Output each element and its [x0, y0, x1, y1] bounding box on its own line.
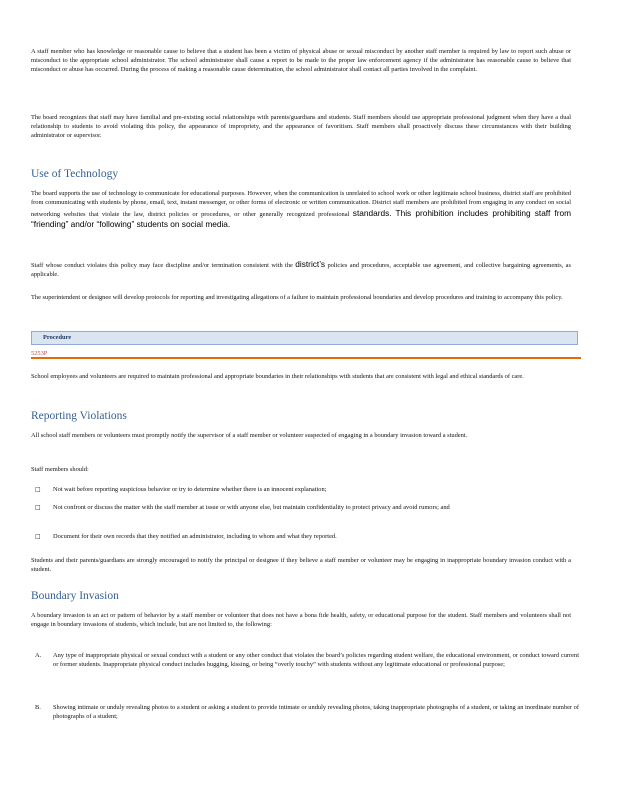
violates-text-part1: Staff whose conduct violates this policy may face discipline and/or termination consistent with the [31, 262, 293, 269]
item-a-text-3: professional purpose; [450, 660, 505, 668]
item-a-text-1: Any type of inappropriate physical or sexual conduct with a student or any other conduct that violates the [53, 652, 324, 659]
heading-use-of-technology: Use of Technology [31, 168, 119, 180]
paragraph-board-recognizes: The board recognizes that staff may have familial and pre-existing social relationships with parents/guardians and students. Staff members should use appropriate professional judgment when they have a dual relationship to students to avoid violating this policy, the appearance of impropriety, and the appearance of favoritism. Staff members shall proactively discuss these circumstances with their building administrator or supervisor. [31, 114, 571, 139]
paragraph-violates-policy [31, 259, 571, 280]
list-item [31, 504, 571, 513]
paragraph-all-staff: All school staff members or volunteers must promptly notify the supervisor of a staff member or volunteer suspected of engaging in a boundary invasion toward a student. [31, 432, 468, 439]
checkbox-bullet-icon: □ [35, 533, 41, 540]
heading-boundary-invasion: Boundary Invasion [31, 590, 119, 602]
list-item-text: Not wait before reporting suspicious behavior or try to determine whether there is an innocent explanation; [53, 486, 327, 493]
paragraph-school-employees: School employees and volunteers are required to maintain professional and appropriate boundaries in their relationships with students that are consistent with legal and ethical standards of care. [31, 373, 524, 380]
list-item-text: Showing intimate or unduly revealing photos to a student or asking a student to provide intimate or unduly revealing photos, taking inappropriate photographs of a student, or taking an inordinate number of photographs of a student; [53, 704, 579, 720]
item-a-board-policies: board’s policies [325, 652, 366, 659]
list-item-text: Not confront or discuss the matter with the staff member at issue or with anyone else, but maintain confidentiality to protect privacy and avoid rumors; and [53, 504, 450, 511]
violates-text-district: district’s [295, 259, 326, 269]
list-item [31, 486, 571, 495]
heading-reporting-violations: Reporting Violations [31, 410, 127, 422]
list-item-b [31, 704, 579, 722]
list-item-a [31, 652, 579, 670]
list-marker: B. [35, 704, 41, 711]
technology-text-part2: standards. This prohibition includes prohibiting staff from “friending” and/or “following” students on social media. [31, 207, 571, 230]
paragraph-report-requirement: A staff member who has knowledge or reasonable cause to believe that a student has been a victim of physical abuse or sexual misconduct by another staff member is required by law to report such abuse or misconduct to the appropriate school administrator. The school administrator shall cause a report to be made to the proper law enforcement agency if the administrator has reasonable cause to believe that misconduct or abuse has occurred. During the process of making a reasonable cause determination, the school administrator shall contact all parties involved in the complaint. [31, 48, 571, 73]
list-marker: A. [35, 652, 42, 659]
procedure-code: 5253P [31, 350, 48, 357]
section-divider [31, 357, 581, 359]
procedure-box [31, 331, 578, 345]
checkbox-bullet-icon: □ [35, 504, 41, 511]
list-item-text [53, 652, 579, 670]
procedure-label: Procedure [43, 334, 72, 341]
paragraph-boundary-definition: A boundary invasion is an act or pattern of behavior by a staff member or volunteer that does not have a bona fide health, safety, or educational purpose for the student. Staff members and volunteers shall not engage in boundary invasions of students, which include, but are not limited to, the following: [31, 612, 571, 628]
paragraph-students-parents: Students and their parents/guardians are strongly encouraged to notify the principal or designee if they believe a staff member or volunteer may be engaging in inappropriate boundary invasion conduct with a student. [31, 557, 571, 573]
list-item [31, 533, 571, 542]
item-a-physical-conduct: physical conduct includes hugging, kissing, or being “overly touchy” with students without any legitimate educational or [139, 660, 449, 668]
paragraph-superintendent: The superintendent or designee will develop protocols for reporting and investigating allegations of a failure to maintain professional boundaries and develop procedures and training to accompany this policy. [31, 294, 563, 301]
list-item-text: Document for their own records that they notified an administrator, including to whom and what they reported. [53, 533, 337, 540]
technology-text-part1: The board supports the use of technology to communicate for educational purposes. However, when the communication is unrelated to school work or other legitimate school business, district staff are prohibited from communicating with students by phone, email, text, instant messenger, or other forms of electronic or written communication. District staff members are prohibited from engaging in any conduct on social networking websites that violate the law, district policies or procedures, or other generally recognized professional [31, 190, 571, 218]
violates-text-part2: policies and procedures, acceptable use agreement, and collective bargaining agreements, as applicable. [31, 262, 571, 278]
paragraph-staff-should: Staff members should: [31, 466, 89, 473]
checkbox-bullet-icon: □ [35, 486, 41, 493]
item-a-text-2: regarding student welfare, the educational environment, or conduct toward current or former students. Inappropriate [53, 652, 579, 668]
paragraph-technology [31, 190, 571, 231]
